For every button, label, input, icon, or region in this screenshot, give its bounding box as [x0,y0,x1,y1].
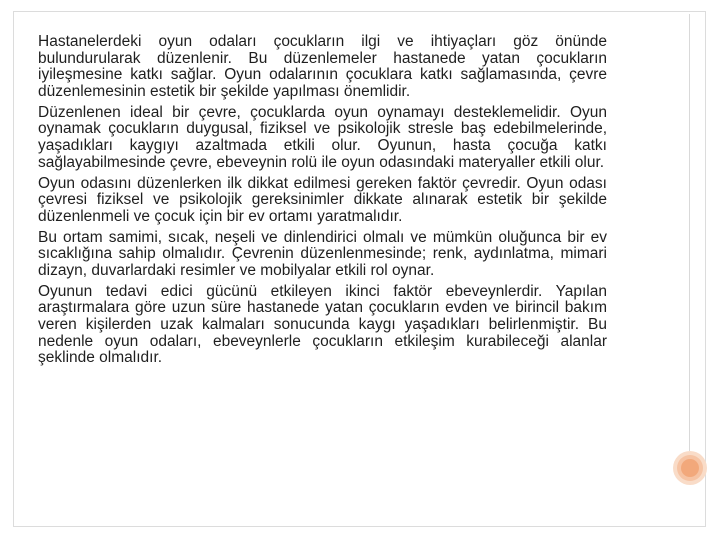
paragraph-5: Oyunun tedavi edici gücünü etkileyen ikinci faktör ebeveynlerdir. Yapılan araştırmalara göre uzun süre hastanede yatan çocukların evden ve birincil bakım veren kişilerden uzak kalmaları sonucunda kaygı yaşadıkları belirlenmiştir. Bu nedenle oyun odaları, ebeveynlerle çocukların etkileşim kurabileceği alanlar şeklinde olmalıdır. [38,282,607,367]
decorative-vertical-line [689,14,690,451]
paragraph-4: Bu ortam samimi, sıcak, neşeli ve dinlendirici olmalı ve mümkün oluğunca bir ev sıcaklığına sahip olmalıdır. Çevrenin düzenlenmesinde; renk, aydınlatma, mimari dizayn, duvarlardaki resimler ve mobilyalar etkili rol oynar. [38,228,607,279]
decorative-circle-inner [681,459,699,477]
paragraph-1: Hastanelerdeki oyun odaları çocukların ilgi ve ihtiyaçları göz önünde bulundurularak düzenlenir. Bu düzenlemeler hastanede yatan çocukların iyileşmesine katkı sağlar. Oyun odalarının çocuklara katkı sağlamasında, çevre düzenlemesinin estetik bir şekilde yapılması önemlidir. [38,33,607,100]
paragraph-3: Oyun odasını düzenlerken ilk dikkat edilmesi gereken faktör çevredir. Oyun odası çevresi fiziksel ve psikolojik gereksinimler dikkate alınarak estetik bir şekilde düzenlenmeli ve çocuk için bir ev ortamı yaratmalıdır. [38,174,607,225]
paragraph-2: Düzenlenen ideal bir çevre, çocuklarda oyun oynamayı desteklemelidir. Oyun oynamak çocukların duygusal, fiziksel ve psikolojik stresle baş edebilmelerinde, yaşadıkları kaygıyı azaltmada etkili olur. Oyunun, hasta çocuğa katkı sağlayabilmesinde çevre, ebeveynin rolü ile oyun odasındaki materyaller etkili olur. [38,103,607,171]
slide-body-text [38,34,607,371]
